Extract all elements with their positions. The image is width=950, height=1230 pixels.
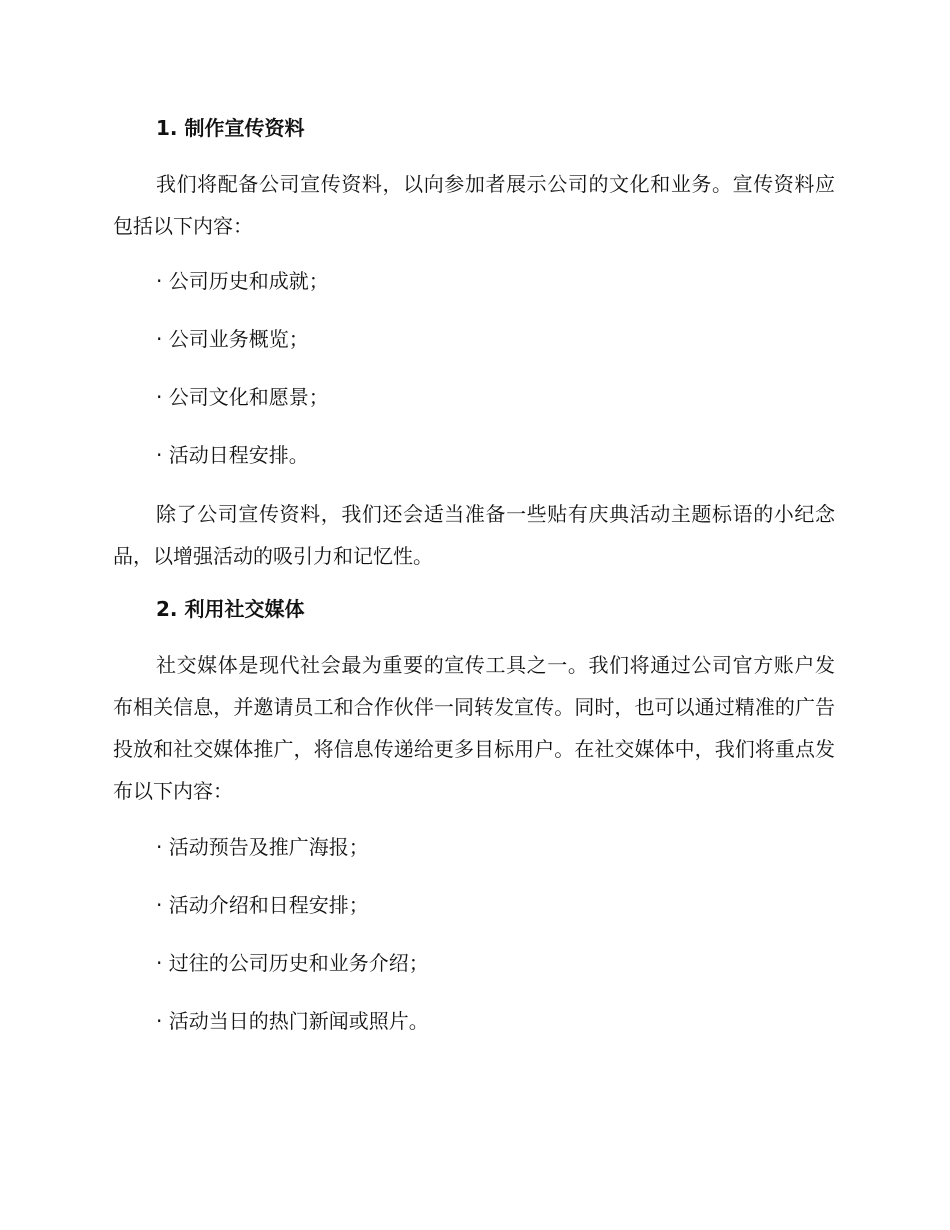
section-2-bullet-1: · 活动预告及推广海报； bbox=[156, 835, 369, 859]
section-heading-2: 2. 利用社交媒体 bbox=[156, 597, 305, 621]
section-1-intro: 我们将配备公司宣传资料，以向参加者展示公司的文化和业务。宣传资料应包括以下内容： bbox=[113, 172, 835, 238]
document-content bbox=[113, 108, 835, 1041]
section-2-bullet-3: · 过往的公司历史和业务介绍； bbox=[156, 951, 429, 975]
section-1-bullet-2: · 公司业务概览； bbox=[156, 327, 309, 351]
section-1-bullet-4: · 活动日程安排。 bbox=[156, 443, 309, 467]
section-heading-1: 1. 制作宣传资料 bbox=[156, 116, 305, 140]
section-1-bullet-3: · 公司文化和愿景； bbox=[156, 385, 329, 409]
section-2-bullet-2: · 活动介绍和日程安排； bbox=[156, 893, 369, 917]
section-2-bullet-4: · 活动当日的热门新闻或照片。 bbox=[156, 1009, 429, 1033]
section-2-intro: 社交媒体是现代社会最为重要的宣传工具之一。我们将通过公司官方账户发布相关信息，并邀请员工和合作伙伴一同转发宣传。同时，也可以通过精准的广告投放和社交媒体推广，将信息传递给更多目标用户。在社交媒体中，我们将重点发布以下内容： bbox=[113, 653, 835, 803]
section-1-closing: 除了公司宣传资料，我们还会适当准备一些贴有庆典活动主题标语的小纪念品，以增强活动的吸引力和记忆性。 bbox=[113, 502, 835, 568]
section-1-bullet-1: · 公司历史和成就； bbox=[156, 269, 329, 293]
